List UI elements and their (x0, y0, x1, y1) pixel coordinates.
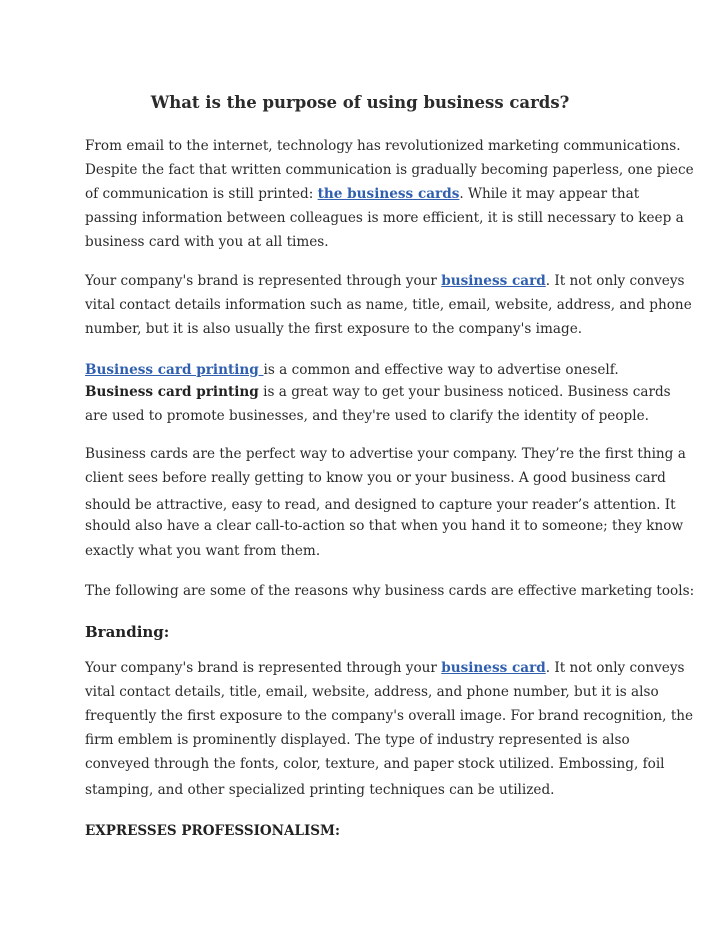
text-line (85, 186, 639, 202)
text-line: vital contact details, title, email, website, address, and phone number, but it is also (85, 684, 659, 700)
text-line: conveyed through the fonts, color, texture, and paper stock utilized. Embossing, foil (85, 756, 665, 772)
page-title: What is the purpose of using business cards? (150, 93, 570, 112)
text-line: client sees before really getting to know you or your business. A good business card (85, 470, 666, 486)
business-card-link[interactable]: business card (441, 273, 546, 289)
text-line: should be attractive, easy to read, and designed to capture your reader’s attention. It (85, 497, 676, 513)
text-line: vital contact details information such as name, title, email, website, address, and phone (85, 297, 692, 313)
text-line: exactly what you want from them. (85, 543, 321, 559)
text-line: business card with you at all times. (85, 234, 329, 250)
text-line: should also have a clear call-to-action so that when you hand it to someone; they know (85, 518, 684, 534)
business-cards-link[interactable]: the business cards (317, 186, 460, 202)
text-line (85, 384, 671, 400)
text-line: The following are some of the reasons why business cards are effective marketing tools: (85, 583, 695, 599)
text-span: Your company's brand is represented through your (85, 660, 442, 676)
text-line (85, 273, 685, 289)
text-line: firm emblem is prominently displayed. The type of industry represented is also (85, 732, 630, 748)
text-span: . While it may appear that (459, 186, 640, 202)
text-line: Despite the fact that written communication is gradually becoming paperless, one piece (85, 162, 694, 178)
text-span: is a common and effective way to advertise oneself. (263, 362, 619, 378)
text-line: passing information between colleagues is more efficient, it is still necessary to keep a (85, 210, 684, 226)
text-span: of communication is still printed: (85, 186, 318, 202)
business-card-link[interactable]: business card (441, 660, 546, 676)
section-heading-branding: Branding: (85, 623, 170, 641)
bold-text: Business card printing (85, 384, 259, 400)
text-line: are used to promote businesses, and they're used to clarify the identity of people. (85, 408, 649, 424)
text-line (85, 362, 619, 378)
text-span: . It not only conveys (545, 660, 685, 676)
text-line (85, 660, 685, 676)
section-heading-professionalism: EXPRESSES PROFESSIONALISM: (85, 823, 340, 839)
business-card-printing-link[interactable]: Business card printing (85, 362, 264, 378)
text-line: Business cards are the perfect way to advertise your company. They’re the first thing a (85, 446, 686, 462)
text-span: . It not only conveys (545, 273, 685, 289)
text-line: frequently the first exposure to the company's overall image. For brand recognition, the (85, 708, 694, 724)
text-line: number, but it is also usually the first exposure to the company's image. (85, 321, 583, 337)
text-line: stamping, and other specialized printing techniques can be utilized. (85, 782, 555, 798)
text-span: is a great way to get your business noticed. Business cards (258, 384, 671, 400)
text-line: From email to the internet, technology has revolutionized marketing communications. (85, 138, 681, 154)
text-span: Your company's brand is represented through your (85, 273, 442, 289)
